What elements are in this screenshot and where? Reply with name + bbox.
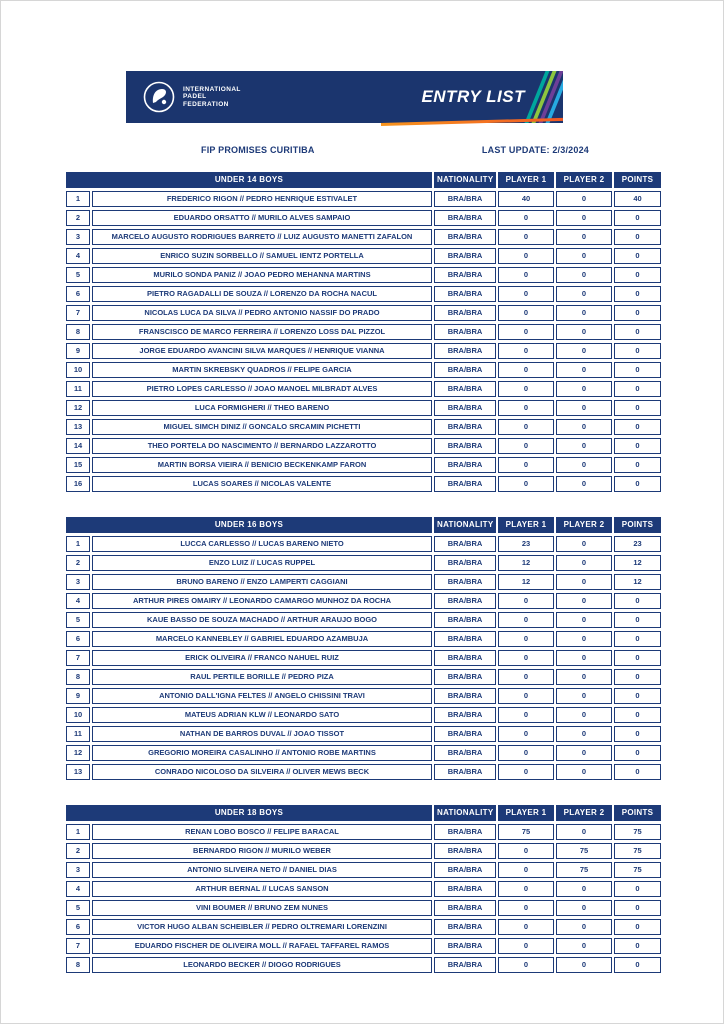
player1-cell: 75 [498, 824, 554, 840]
tables-section [64, 169, 659, 976]
entry-table-under-14-boys [64, 169, 663, 495]
table-row [66, 438, 661, 454]
rank-cell: 4 [66, 248, 90, 264]
table-row [66, 824, 661, 840]
pair-cell: JORGE EDUARDO AVANCINI SILVA MARQUES // HENRIQUE VIANNA [92, 343, 432, 359]
pair-cell: NATHAN DE BARROS DUVAL // JOAO TISSOT [92, 726, 432, 742]
pair-cell: MARCELO KANNEBLEY // GABRIEL EDUARDO AZAMBUJA [92, 631, 432, 647]
table-row [66, 957, 661, 973]
player2-cell: 0 [556, 324, 612, 340]
player1-cell: 0 [498, 631, 554, 647]
points-cell: 0 [614, 669, 661, 685]
table-row [66, 419, 661, 435]
pair-cell: BERNARDO RIGON // MURILO WEBER [92, 843, 432, 859]
table-row [66, 400, 661, 416]
rank-cell: 12 [66, 745, 90, 761]
points-cell: 0 [614, 381, 661, 397]
col-header-points: POINTS [614, 517, 661, 533]
points-cell: 0 [614, 938, 661, 954]
table-title: UNDER 18 BOYS [66, 805, 432, 821]
player1-cell: 0 [498, 593, 554, 609]
points-cell: 0 [614, 267, 661, 283]
points-cell: 75 [614, 824, 661, 840]
player1-cell: 0 [498, 400, 554, 416]
rank-cell: 10 [66, 362, 90, 378]
player2-cell: 0 [556, 707, 612, 723]
player2-cell: 0 [556, 900, 612, 916]
pair-cell: EDUARDO ORSATTO // MURILO ALVES SAMPAIO [92, 210, 432, 226]
player2-cell: 0 [556, 419, 612, 435]
table-row [66, 324, 661, 340]
banner-stripes [529, 71, 563, 123]
player2-cell: 0 [556, 362, 612, 378]
player1-cell: 0 [498, 612, 554, 628]
player2-cell: 0 [556, 286, 612, 302]
rank-cell: 7 [66, 650, 90, 666]
table-row [66, 555, 661, 571]
ipf-logo-icon [142, 80, 176, 114]
points-cell: 0 [614, 343, 661, 359]
points-cell: 0 [614, 745, 661, 761]
rank-cell: 2 [66, 210, 90, 226]
player2-cell: 0 [556, 438, 612, 454]
nationality-cell: BRA/BRA [434, 862, 496, 878]
table-row [66, 881, 661, 897]
nationality-cell: BRA/BRA [434, 688, 496, 704]
player2-cell: 0 [556, 343, 612, 359]
nationality-cell: BRA/BRA [434, 362, 496, 378]
player1-cell: 0 [498, 900, 554, 916]
table-row [66, 343, 661, 359]
pair-cell: CONRADO NICOLOSO DA SILVEIRA // OLIVER MEWS BECK [92, 764, 432, 780]
rank-cell: 1 [66, 824, 90, 840]
pair-cell: EDUARDO FISCHER DE OLIVEIRA MOLL // RAFAEL TAFFAREL RAMOS [92, 938, 432, 954]
player2-cell: 0 [556, 229, 612, 245]
pair-cell: MIGUEL SIMCH DINIZ // GONCALO SRCAMIN PICHETTI [92, 419, 432, 435]
points-cell: 0 [614, 726, 661, 742]
rank-cell: 10 [66, 707, 90, 723]
col-header-nationality: NATIONALITY [434, 517, 496, 533]
pair-cell: MURILO SONDA PANIZ // JOAO PEDRO MEHANNA MARTINS [92, 267, 432, 283]
player1-cell: 0 [498, 669, 554, 685]
rank-cell: 4 [66, 593, 90, 609]
pair-cell: THEO PORTELA DO NASCIMENTO // BERNARDO LAZZAROTTO [92, 438, 432, 454]
col-header-player2: PLAYER 2 [556, 172, 612, 188]
nationality-cell: BRA/BRA [434, 457, 496, 473]
pair-cell: ANTONIO SLIVEIRA NETO // DANIEL DIAS [92, 862, 432, 878]
pair-cell: BRUNO BARENO // ENZO LAMPERTI CAGGIANI [92, 574, 432, 590]
player1-cell: 0 [498, 343, 554, 359]
banner-bar [126, 71, 563, 123]
nationality-cell: BRA/BRA [434, 938, 496, 954]
player1-cell: 0 [498, 843, 554, 859]
rank-cell: 7 [66, 305, 90, 321]
pair-cell: MARCELO AUGUSTO RODRIGUES BARRETO // LUIZ AUGUSTO MANETTI ZAFALON [92, 229, 432, 245]
nationality-cell: BRA/BRA [434, 343, 496, 359]
table-row [66, 650, 661, 666]
entry-list-title: ENTRY LIST [421, 87, 525, 106]
pair-cell: ENRICO SUZIN SORBELLO // SAMUEL IENTZ PORTELLA [92, 248, 432, 264]
nationality-cell: BRA/BRA [434, 843, 496, 859]
pair-cell: VICTOR HUGO ALBAN SCHEIBLER // PEDRO OLTREMARI LORENZINI [92, 919, 432, 935]
nationality-cell: BRA/BRA [434, 824, 496, 840]
player1-cell: 0 [498, 362, 554, 378]
pair-cell: MARTIN SKREBSKY QUADROS // FELIPE GARCIA [92, 362, 432, 378]
player1-cell: 0 [498, 381, 554, 397]
pair-cell: RENAN LOBO BOSCO // FELIPE BARACAL [92, 824, 432, 840]
nationality-cell: BRA/BRA [434, 593, 496, 609]
pair-cell: NICOLAS LUCA DA SILVA // PEDRO ANTONIO NASSIF DO PRADO [92, 305, 432, 321]
table-row [66, 862, 661, 878]
points-cell: 0 [614, 881, 661, 897]
nationality-cell: BRA/BRA [434, 286, 496, 302]
table-row [66, 362, 661, 378]
nationality-cell: BRA/BRA [434, 438, 496, 454]
table-row [66, 286, 661, 302]
points-cell: 0 [614, 476, 661, 492]
rank-cell: 11 [66, 726, 90, 742]
player2-cell: 0 [556, 688, 612, 704]
nationality-cell: BRA/BRA [434, 631, 496, 647]
table-row [66, 457, 661, 473]
player1-cell: 0 [498, 688, 554, 704]
nationality-cell: BRA/BRA [434, 919, 496, 935]
nationality-cell: BRA/BRA [434, 305, 496, 321]
points-cell: 0 [614, 210, 661, 226]
player1-cell: 0 [498, 650, 554, 666]
rank-cell: 2 [66, 555, 90, 571]
rank-cell: 5 [66, 612, 90, 628]
player1-cell: 0 [498, 476, 554, 492]
nationality-cell: BRA/BRA [434, 574, 496, 590]
pair-cell: RAUL PERTILE BORILLE // PEDRO PIZA [92, 669, 432, 685]
player2-cell: 0 [556, 669, 612, 685]
player1-cell: 0 [498, 286, 554, 302]
table-row [66, 612, 661, 628]
rank-cell: 1 [66, 536, 90, 552]
table-row [66, 305, 661, 321]
player1-cell: 0 [498, 457, 554, 473]
points-cell: 0 [614, 438, 661, 454]
col-header-points: POINTS [614, 805, 661, 821]
player2-cell: 0 [556, 555, 612, 571]
nationality-cell: BRA/BRA [434, 900, 496, 916]
nationality-cell: BRA/BRA [434, 229, 496, 245]
points-cell: 75 [614, 862, 661, 878]
player2-cell: 0 [556, 824, 612, 840]
table-header-row [66, 517, 661, 533]
pair-cell: ERICK OLIVEIRA // FRANCO NAHUEL RUIZ [92, 650, 432, 666]
points-cell: 0 [614, 650, 661, 666]
rank-cell: 8 [66, 669, 90, 685]
player1-cell: 12 [498, 574, 554, 590]
player2-cell: 75 [556, 862, 612, 878]
table-row [66, 900, 661, 916]
rank-cell: 9 [66, 343, 90, 359]
nationality-cell: BRA/BRA [434, 555, 496, 571]
logo-line-2: PADEL [183, 93, 207, 101]
table-title: UNDER 16 BOYS [66, 517, 432, 533]
event-title: FIP PROMISES CURITIBA [201, 145, 315, 155]
points-cell: 0 [614, 248, 661, 264]
points-cell: 0 [614, 286, 661, 302]
table-row [66, 688, 661, 704]
entry-table-under-18-boys [64, 802, 663, 976]
nationality-cell: BRA/BRA [434, 650, 496, 666]
table-row [66, 938, 661, 954]
nationality-cell: BRA/BRA [434, 381, 496, 397]
table-row [66, 248, 661, 264]
points-cell: 0 [614, 305, 661, 321]
table-row [66, 631, 661, 647]
points-cell: 12 [614, 555, 661, 571]
nationality-cell: BRA/BRA [434, 612, 496, 628]
rank-cell: 6 [66, 631, 90, 647]
table-row [66, 536, 661, 552]
ipf-logo-text [183, 86, 241, 109]
col-header-points: POINTS [614, 172, 661, 188]
pair-cell: ANTONIO DALL'IGNA FELTES // ANGELO CHISSINI TRAVI [92, 688, 432, 704]
player2-cell: 0 [556, 881, 612, 897]
points-cell: 0 [614, 593, 661, 609]
points-cell: 0 [614, 919, 661, 935]
nationality-cell: BRA/BRA [434, 669, 496, 685]
points-cell: 0 [614, 707, 661, 723]
col-header-nationality: NATIONALITY [434, 172, 496, 188]
logo-line-1: INTERNATIONAL [183, 85, 241, 93]
table-row [66, 229, 661, 245]
table-row [66, 574, 661, 590]
player2-cell: 0 [556, 267, 612, 283]
rank-cell: 1 [66, 191, 90, 207]
nationality-cell: BRA/BRA [434, 210, 496, 226]
rank-cell: 6 [66, 919, 90, 935]
pair-cell: LUCA FORMIGHERI // THEO BARENO [92, 400, 432, 416]
rank-cell: 2 [66, 843, 90, 859]
points-cell: 0 [614, 457, 661, 473]
rank-cell: 12 [66, 400, 90, 416]
rank-cell: 3 [66, 229, 90, 245]
logo-line-3: FEDERATION [183, 100, 229, 108]
player2-cell: 0 [556, 536, 612, 552]
table-row [66, 210, 661, 226]
col-header-player1: PLAYER 1 [498, 172, 554, 188]
rank-cell: 8 [66, 957, 90, 973]
pair-cell: LEONARDO BECKER // DIOGO RODRIGUES [92, 957, 432, 973]
rank-cell: 9 [66, 688, 90, 704]
player1-cell: 0 [498, 210, 554, 226]
player2-cell: 0 [556, 726, 612, 742]
table-row [66, 476, 661, 492]
nationality-cell: BRA/BRA [434, 400, 496, 416]
player2-cell: 0 [556, 457, 612, 473]
nationality-cell: BRA/BRA [434, 957, 496, 973]
player2-cell: 0 [556, 248, 612, 264]
points-cell: 75 [614, 843, 661, 859]
player2-cell: 0 [556, 210, 612, 226]
player1-cell: 0 [498, 229, 554, 245]
rank-cell: 5 [66, 900, 90, 916]
player2-cell: 0 [556, 919, 612, 935]
player2-cell: 0 [556, 764, 612, 780]
player1-cell: 0 [498, 707, 554, 723]
rank-cell: 16 [66, 476, 90, 492]
rank-cell: 4 [66, 881, 90, 897]
points-cell: 0 [614, 612, 661, 628]
rank-cell: 6 [66, 286, 90, 302]
points-cell: 0 [614, 229, 661, 245]
player2-cell: 0 [556, 650, 612, 666]
player1-cell: 0 [498, 764, 554, 780]
rank-cell: 8 [66, 324, 90, 340]
table-header-row [66, 172, 661, 188]
rank-cell: 3 [66, 574, 90, 590]
player1-cell: 0 [498, 919, 554, 935]
player2-cell: 0 [556, 593, 612, 609]
player2-cell: 0 [556, 574, 612, 590]
player1-cell: 0 [498, 419, 554, 435]
table-row [66, 919, 661, 935]
player1-cell: 0 [498, 305, 554, 321]
points-cell: 0 [614, 900, 661, 916]
pair-cell: LUCAS SOARES // NICOLAS VALENTE [92, 476, 432, 492]
pair-cell: ARTHUR BERNAL // LUCAS SANSON [92, 881, 432, 897]
nationality-cell: BRA/BRA [434, 707, 496, 723]
nationality-cell: BRA/BRA [434, 419, 496, 435]
pair-cell: LUCCA CARLESSO // LUCAS BARENO NIETO [92, 536, 432, 552]
pair-cell: FREDERICO RIGON // PEDRO HENRIQUE ESTIVALET [92, 191, 432, 207]
table-row [66, 267, 661, 283]
nationality-cell: BRA/BRA [434, 536, 496, 552]
rank-cell: 5 [66, 267, 90, 283]
player2-cell: 0 [556, 400, 612, 416]
player1-cell: 40 [498, 191, 554, 207]
nationality-cell: BRA/BRA [434, 764, 496, 780]
rank-cell: 7 [66, 938, 90, 954]
rank-cell: 11 [66, 381, 90, 397]
rank-cell: 15 [66, 457, 90, 473]
table-row [66, 669, 661, 685]
table-row [66, 593, 661, 609]
player2-cell: 0 [556, 305, 612, 321]
pair-cell: MARTIN BORSA VIEIRA // BENICIO BECKENKAMP FARON [92, 457, 432, 473]
pair-cell: PIETRO RAGADALLI DE SOUZA // LORENZO DA ROCHA NACUL [92, 286, 432, 302]
pair-cell: MATEUS ADRIAN KLW // LEONARDO SATO [92, 707, 432, 723]
points-cell: 0 [614, 324, 661, 340]
col-header-nationality: NATIONALITY [434, 805, 496, 821]
last-update: LAST UPDATE: 2/3/2024 [481, 145, 589, 155]
player1-cell: 0 [498, 438, 554, 454]
nationality-cell: BRA/BRA [434, 324, 496, 340]
table-row [66, 843, 661, 859]
col-header-player2: PLAYER 2 [556, 517, 612, 533]
pair-cell: ARTHUR PIRES OMAIRY // LEONARDO CAMARGO MUNHOZ DA ROCHA [92, 593, 432, 609]
nationality-cell: BRA/BRA [434, 267, 496, 283]
nationality-cell: BRA/BRA [434, 726, 496, 742]
player1-cell: 0 [498, 745, 554, 761]
table-row [66, 381, 661, 397]
points-cell: 0 [614, 419, 661, 435]
player2-cell: 0 [556, 957, 612, 973]
meta-row [201, 145, 589, 155]
pair-cell: VINI BOUMER // BRUNO ZEM NUNES [92, 900, 432, 916]
player2-cell: 75 [556, 843, 612, 859]
points-cell: 0 [614, 957, 661, 973]
col-header-player2: PLAYER 2 [556, 805, 612, 821]
player1-cell: 0 [498, 248, 554, 264]
pair-cell: FRANSCISCO DE MARCO FERREIRA // LORENZO LOSS DAL PIZZOL [92, 324, 432, 340]
pair-cell: ENZO LUIZ // LUCAS RUPPEL [92, 555, 432, 571]
rank-cell: 3 [66, 862, 90, 878]
table-row [66, 707, 661, 723]
rank-cell: 13 [66, 419, 90, 435]
pair-cell: KAUE BASSO DE SOUZA MACHADO // ARTHUR ARAUJO BOGO [92, 612, 432, 628]
player1-cell: 0 [498, 267, 554, 283]
rank-cell: 13 [66, 764, 90, 780]
nationality-cell: BRA/BRA [434, 248, 496, 264]
col-header-player1: PLAYER 1 [498, 517, 554, 533]
entry-table-under-16-boys [64, 514, 663, 783]
table-row [66, 745, 661, 761]
header-banner [126, 71, 563, 123]
nationality-cell: BRA/BRA [434, 745, 496, 761]
player1-cell: 23 [498, 536, 554, 552]
table-header-row [66, 805, 661, 821]
points-cell: 0 [614, 764, 661, 780]
nationality-cell: BRA/BRA [434, 191, 496, 207]
player2-cell: 0 [556, 191, 612, 207]
player1-cell: 12 [498, 555, 554, 571]
col-header-player1: PLAYER 1 [498, 805, 554, 821]
points-cell: 0 [614, 362, 661, 378]
table-title: UNDER 14 BOYS [66, 172, 432, 188]
pair-cell: PIETRO LOPES CARLESSO // JOAO MANOEL MILBRADT ALVES [92, 381, 432, 397]
ipf-logo [142, 80, 241, 114]
player2-cell: 0 [556, 476, 612, 492]
table-row [66, 191, 661, 207]
player1-cell: 0 [498, 726, 554, 742]
points-cell: 0 [614, 400, 661, 416]
rank-cell: 14 [66, 438, 90, 454]
player2-cell: 0 [556, 612, 612, 628]
pair-cell: GREGORIO MOREIRA CASALINHO // ANTONIO ROBE MARTINS [92, 745, 432, 761]
player2-cell: 0 [556, 381, 612, 397]
nationality-cell: BRA/BRA [434, 881, 496, 897]
player1-cell: 0 [498, 957, 554, 973]
points-cell: 23 [614, 536, 661, 552]
table-row [66, 764, 661, 780]
player1-cell: 0 [498, 862, 554, 878]
table-row [66, 726, 661, 742]
points-cell: 40 [614, 191, 661, 207]
player2-cell: 0 [556, 938, 612, 954]
player1-cell: 0 [498, 881, 554, 897]
points-cell: 0 [614, 631, 661, 647]
player1-cell: 0 [498, 324, 554, 340]
player2-cell: 0 [556, 631, 612, 647]
points-cell: 0 [614, 688, 661, 704]
nationality-cell: BRA/BRA [434, 476, 496, 492]
points-cell: 12 [614, 574, 661, 590]
player1-cell: 0 [498, 938, 554, 954]
player2-cell: 0 [556, 745, 612, 761]
